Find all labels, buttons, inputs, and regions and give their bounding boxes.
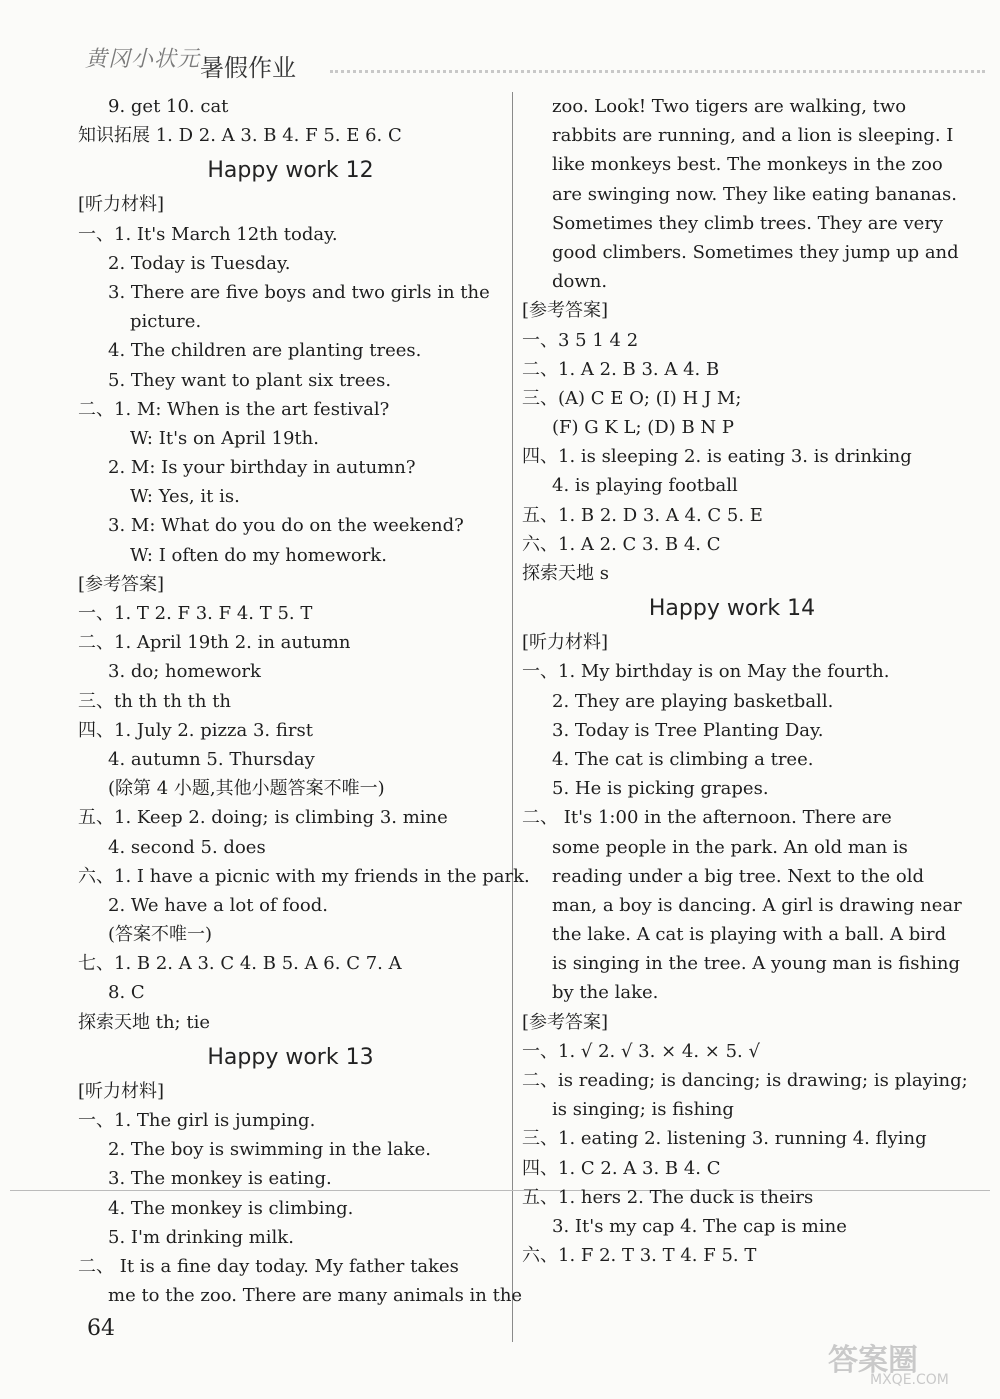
- text-line: (答案不唯一): [108, 924, 213, 946]
- text-line: 六、1. F 2. T 3. T 4. F 5. T: [522, 1245, 757, 1267]
- text-line: by the lake.: [552, 982, 659, 1004]
- left-column: [78, 92, 530, 1310]
- text-line: 一、1. My birthday is on May the fourth.: [522, 661, 890, 683]
- text-line: (除第 4 小题,其他小题答案不唯一): [108, 778, 385, 800]
- text-line: 3. It's my cap 4. The cap is mine: [552, 1215, 847, 1237]
- text-line: 4. is playing football: [552, 475, 738, 497]
- text-line: 五、1. Keep 2. doing; is climbing 3. mine: [78, 807, 448, 829]
- text-line: 2. They are playing basketball.: [552, 690, 834, 712]
- text-line: like monkeys best. The monkeys in the zoo: [552, 154, 943, 176]
- watermark-logo: 答案圈: [828, 1343, 918, 1378]
- text-line: 一、1. T 2. F 3. F 4. T 5. T: [78, 603, 313, 624]
- text-line: 七、1. B 2. A 3. C 4. B 5. A 6. C 7. A: [78, 953, 402, 975]
- text-line: 三、th th th th th: [78, 690, 232, 712]
- text-line: (F) G K L; (D) B N P: [552, 417, 734, 439]
- text-line: 3. Today is Tree Planting Day.: [552, 719, 824, 741]
- text-line: some people in the park. An old man is: [552, 836, 908, 858]
- text-line: [参考答案]: [78, 573, 165, 595]
- text-line: 2. The boy is swimming in the lake.: [108, 1139, 432, 1161]
- text-line: 五、1. B 2. D 3. A 4. C 5. E: [522, 504, 763, 526]
- text-line: 一、3 5 1 4 2: [522, 329, 639, 351]
- text-line: 3. There are five boys and two girls in the: [108, 281, 490, 303]
- column-divider: [512, 92, 513, 1342]
- text-line: 2. We have a lot of food.: [108, 894, 328, 916]
- text-line: W: It's on April 19th.: [130, 427, 319, 449]
- page-header: [0, 0, 1000, 95]
- text-line: 三、1. eating 2. listening 3. running 4. flying: [522, 1128, 927, 1150]
- text-line: Sometimes they climb trees. They are very: [552, 212, 944, 234]
- text-line: 二、 It is a fine day today. My father takes: [78, 1255, 459, 1277]
- text-line: me to the zoo. There are many animals in the: [108, 1285, 523, 1307]
- text-line: 3. do; homework: [108, 661, 261, 683]
- text-line: is singing in the tree. A young man is fishing: [552, 953, 960, 975]
- text-line: 5. I'm drinking milk.: [108, 1226, 294, 1248]
- right-column: [522, 92, 968, 1270]
- text-line: 3. M: What do you do on the weekend?: [108, 515, 464, 537]
- text-line: 4. The monkey is climbing.: [108, 1197, 354, 1219]
- page-number: 64: [87, 1316, 115, 1341]
- section-title: Happy work 12: [207, 158, 374, 184]
- section-title: Happy work 13: [207, 1044, 374, 1070]
- text-line: 5. He is picking grapes.: [552, 778, 769, 800]
- text-line: good climbers. Sometimes they jump up and: [552, 241, 959, 263]
- text-line: 4. The children are planting trees.: [108, 340, 422, 362]
- text-line: down.: [552, 271, 608, 293]
- text-line: 4. second 5. does: [108, 836, 266, 858]
- header-title: 暑假作业: [200, 54, 296, 82]
- text-line: 三、(A) C E O; (I) H J M;: [522, 387, 742, 409]
- text-line: picture.: [130, 311, 202, 333]
- text-line: 二、 It's 1:00 in the afternoon. There are: [522, 807, 892, 829]
- text-line: 二、1. M: When is the art festival?: [78, 398, 390, 420]
- text-line: 探索天地 s: [522, 563, 609, 584]
- text-line: the lake. A cat is playing with a ball. A bird: [552, 924, 947, 946]
- text-line: 探索天地 th; tie: [78, 1011, 210, 1033]
- text-line: 4. autumn 5. Thursday: [108, 748, 315, 770]
- text-line: [听力材料]: [78, 194, 165, 216]
- text-line: 9. get 10. cat: [108, 96, 229, 117]
- text-line: 一、1. √ 2. √ 3. × 4. × 5. √: [522, 1040, 760, 1062]
- text-line: 8. C: [108, 982, 145, 1004]
- text-line: 四、1. C 2. A 3. B 4. C: [522, 1157, 721, 1179]
- text-line: 4. The cat is climbing a tree.: [552, 748, 814, 770]
- text-line: reading under a big tree. Next to the old: [552, 865, 924, 887]
- text-line: 四、1. July 2. pizza 3. first: [78, 719, 313, 741]
- text-line: 六、1. A 2. C 3. B 4. C: [522, 533, 721, 555]
- text-line: [听力材料]: [522, 632, 609, 654]
- text-line: 5. They want to plant six trees.: [108, 369, 392, 391]
- text-line: 二、1. A 2. B 3. A 4. B: [522, 358, 720, 380]
- text-line: 五、1. hers 2. The duck is theirs: [522, 1186, 814, 1208]
- text-line: 2. M: Is your birthday in autumn?: [108, 457, 416, 479]
- header-dotted-rule: [330, 70, 985, 73]
- text-line: [参考答案]: [522, 1011, 609, 1033]
- text-line: [参考答案]: [522, 300, 609, 322]
- text-line: 二、is reading; is dancing; is drawing; is playing;: [522, 1070, 968, 1091]
- text-line: are swinging now. They like eating bananas.: [552, 183, 957, 205]
- text-line: 一、1. The girl is jumping.: [78, 1110, 316, 1131]
- series-logo: 黄冈小状元: [85, 47, 201, 72]
- text-line: 六、1. I have a picnic with my friends in the park.: [78, 865, 530, 887]
- text-line: 知识拓展 1. D 2. A 3. B 4. F 5. E 6. C: [78, 125, 402, 147]
- text-line: rabbits are running, and a lion is sleeping. I: [552, 125, 954, 147]
- text-line: 四、1. is sleeping 2. is eating 3. is drinking: [522, 446, 912, 468]
- watermark-url: MXQE.COM: [870, 1372, 949, 1388]
- text-line: 一、1. It's March 12th today.: [78, 223, 338, 245]
- text-line: W: Yes, it is.: [130, 486, 240, 508]
- text-line: 2. Today is Tuesday.: [108, 252, 291, 274]
- text-line: 二、1. April 19th 2. in autumn: [78, 632, 351, 654]
- text-line: [听力材料]: [78, 1080, 165, 1102]
- section-title: Happy work 14: [648, 596, 816, 622]
- text-line: zoo. Look! Two tigers are walking, two: [552, 96, 907, 117]
- text-line: 3. The monkey is eating.: [108, 1168, 332, 1190]
- text-line: W: I often do my homework.: [130, 544, 387, 566]
- text-line: man, a boy is dancing. A girl is drawing near: [552, 894, 962, 916]
- text-line: is singing; is fishing: [552, 1099, 734, 1121]
